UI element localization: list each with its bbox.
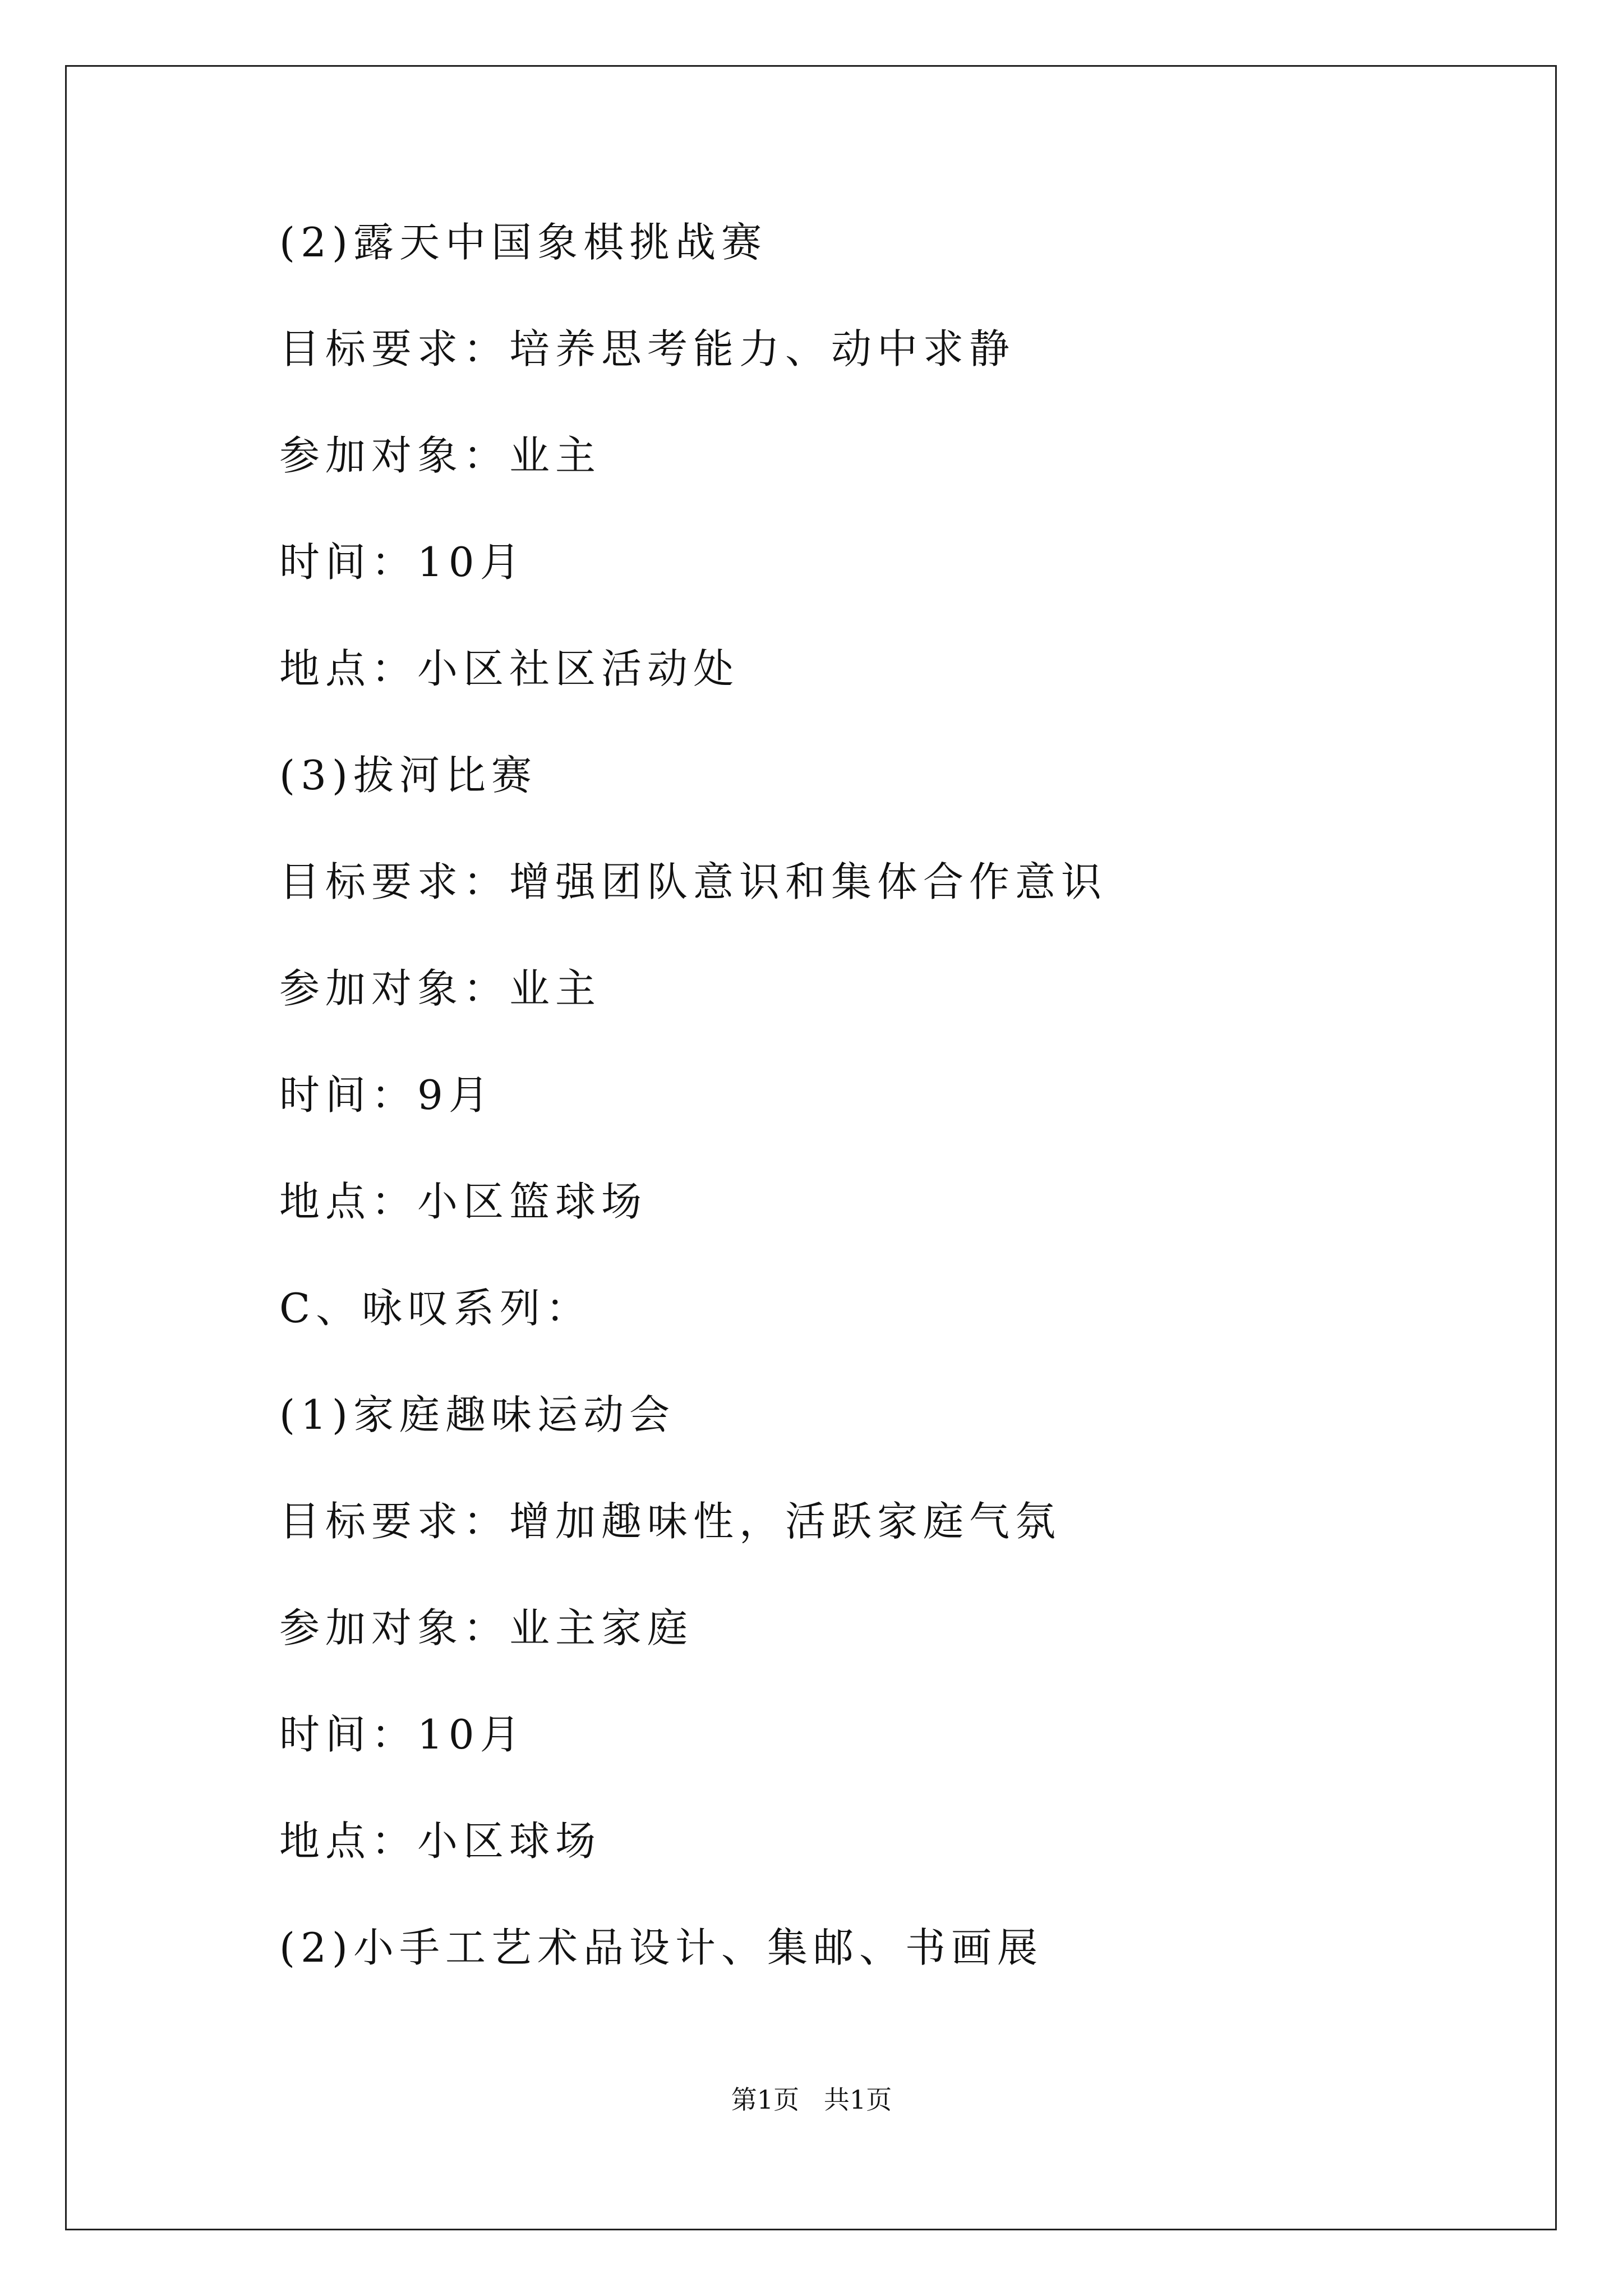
location-line: 地点：小区篮球场 xyxy=(279,1178,648,1225)
section-heading: (3)拔河比赛 xyxy=(279,752,537,799)
location-line: 地点：小区球场 xyxy=(279,1818,602,1865)
section-heading: (2)小手工艺术品设计、集邮、书画展 xyxy=(279,1924,1043,1971)
time-line: 时间：10月 xyxy=(279,539,526,586)
goal-line: 目标要求：增加趣味性，活跃家庭气氛 xyxy=(279,1498,1062,1545)
section-heading: (2)露天中国象棋挑战赛 xyxy=(279,219,767,266)
goal-line: 目标要求：增强团队意识和集体合作意识 xyxy=(279,858,1108,905)
time-line: 时间：9月 xyxy=(279,1071,495,1119)
page-number-footer: 第1页 共1页 xyxy=(731,2085,892,2115)
participants-line: 参加对象：业主 xyxy=(279,965,602,1012)
document-body xyxy=(279,219,1457,2034)
participants-line: 参加对象：业主家庭 xyxy=(279,1604,694,1651)
time-line: 时间：10月 xyxy=(279,1711,526,1758)
series-heading: C、咏叹系列： xyxy=(279,1285,592,1332)
location-line: 地点：小区社区活动处 xyxy=(279,645,740,692)
participants-line: 参加对象：业主 xyxy=(279,432,602,479)
section-heading: (1)家庭趣味运动会 xyxy=(279,1391,675,1438)
goal-line: 目标要求：培养思考能力、动中求静 xyxy=(279,325,1016,372)
